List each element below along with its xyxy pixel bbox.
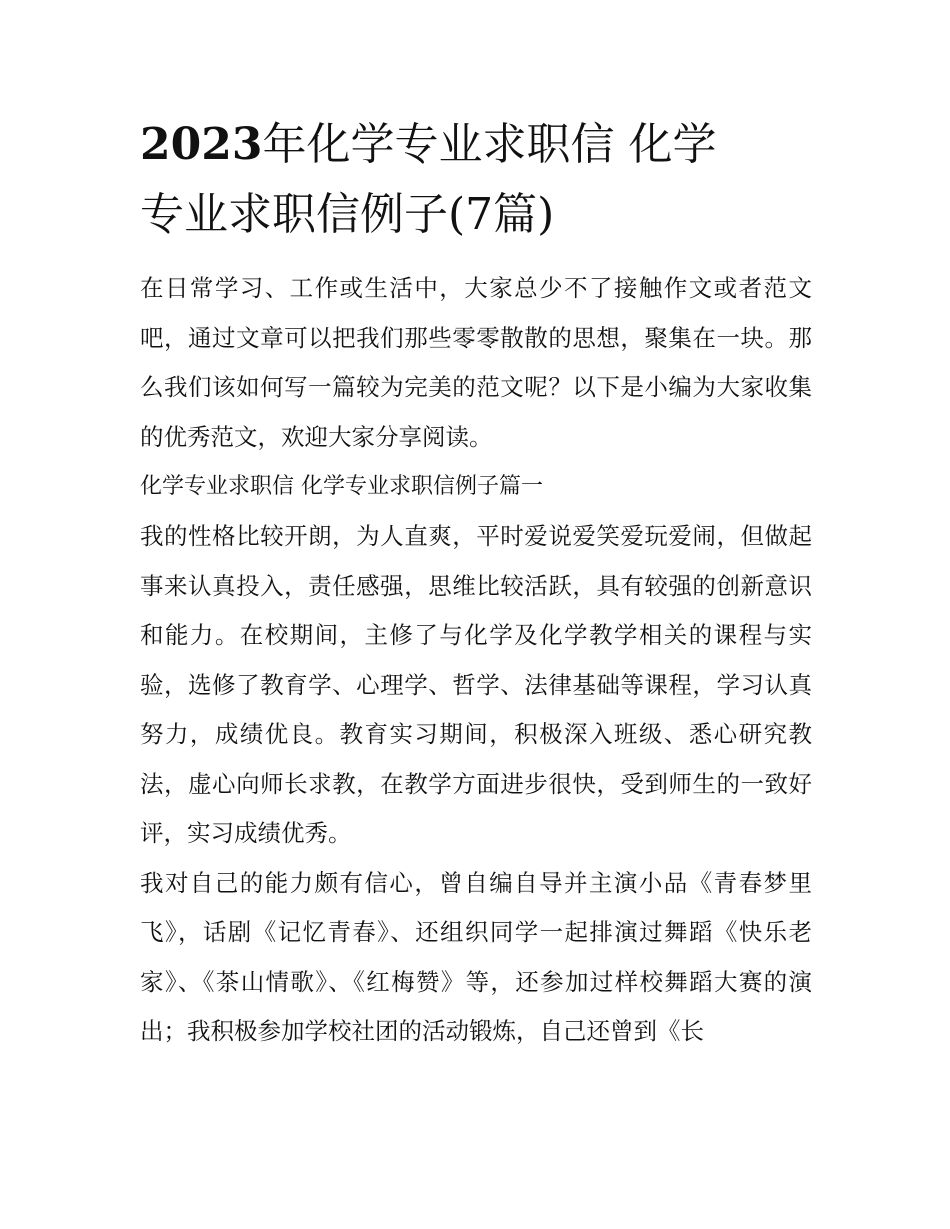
document-page (140, 110, 812, 1057)
section-heading: 化学专业求职信 化学专业求职信例子篇一 (140, 474, 543, 499)
body-paragraph-2: 我对自己的能力颇有信心，曾自编自导并主演小品《青春梦里飞》，话剧《记忆青春》、还组织同学一起排演过舞蹈《快乐老家》、《茶山情歌》、《红梅赞》等，还参加过样校舞蹈大赛的演出；我积极参加学校社团的活动锻炼，自己还曾到《长 (140, 868, 812, 1045)
title-line-1: 2023年化学专业求职信 化学 (140, 119, 717, 170)
body-paragraph-1: 我的性格比较开朗，为人直爽，平时爱说爱笑爱玩爱闹，但做起事来认真投入，责任感强，思维比较活跃，具有较强的创新意识和能力。在校期间，主修了与化学及化学教学相关的课程与实验，选修了教育学、心理学、哲学、法律基础等课程，学习认真努力，成绩优良。教育实习期间，积极深入班级、悉心研究教法，虚心向师长求教，在教学方面进步很快，受到师生的一致好评，实习成绩优秀。 (140, 522, 812, 847)
intro-paragraph: 在日常学习、工作或生活中，大家总少不了接触作文或者范文吧，通过文章可以把我们那些零零散散的思想，聚集在一块。那么我们该如何写一篇较为完美的范文呢？以下是小编为大家收集的优秀范文，欢迎大家分享阅读。 (140, 274, 812, 451)
title-line-2: 专业求职信例子(7篇) (140, 189, 555, 240)
document-title (140, 110, 812, 250)
title-year: 2023 (140, 119, 263, 170)
